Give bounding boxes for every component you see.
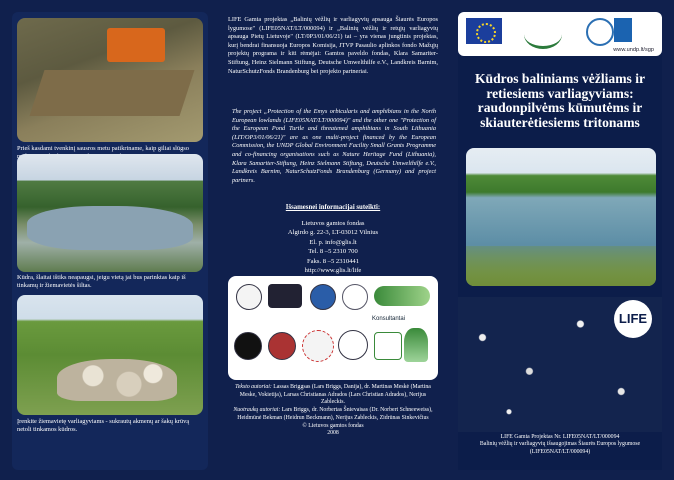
undp-logo-icon [614,18,632,42]
nature-fund-logo-icon [268,332,296,360]
contact-org: Lietuvos gamtos fondas [301,219,365,227]
eu-flag-icon [466,18,502,44]
info-column [228,12,438,470]
consultants-label: Konsultantai [372,316,406,322]
amphibian-logo-icon [374,332,402,360]
natura-2000-logo-icon [524,20,562,49]
excavator-shape [107,28,165,62]
stone-pile-shape [57,359,177,401]
caption-stone-pile: Įrenkite žiemavietę varliagyviams - sukrautų akmenų ar šakų krūvą netoli tinkamos kūdros. [17,418,190,433]
green-partner-logo-icon [374,286,430,306]
gef-logo-icon [586,18,614,46]
copyright: © Lietuvos gamtos fondas [302,422,364,429]
photo-authors: Lars Briggs, dr. Norbertas Šnievaisas (Dr. Norbert Schneeweiss), Heidmūnė Bekman (Heidrun Beckmann), Nerijus Zableckis, Zidrūnas Sinkevičius [237,407,433,421]
brochure-title: Kūdros baliniams vėžliams ir retiesiems varliagyviams: raudonpilvėms kūmutėms ir skiauterėtiesiems tritonams [474,71,646,130]
contact-tel: Tel. 8 –5 2310 700 [308,248,358,255]
text-authors-label: Teksto autoriai: [235,384,272,390]
turtle-society-logo-icon [234,332,262,360]
partner-logos [228,276,438,380]
grass-shape [466,246,656,286]
pond-water-shape [27,206,193,250]
cover-column [458,12,662,470]
intro-en: The project „Protection of the Emys orbicularis and amphibians in the North European lowlands (LIFE05NAT/LT/000094)" and the other one "Protection of the European Pond Turtle and threatened amphibians in South Lithuania (LIT/OP3/01/06/21)" are as one multi-project financed by the European Commission, the UNDP Global Environment Facility Small Grants Programme and co-financing organisations such as Nature Heritage Fund (Lithuania), Klara Samariter-Stiftung, Heinz Sielmann Stiftung, Deutsche Umwelthilfe e.V., Landkreis Barnim, NaturSchutzFonds Brandenburg (Germany) and project partners. [232,108,436,184]
contact-address: Algirdo g. 22-3, LT-03012 Vilnius [287,229,379,236]
contact-web[interactable]: http://www.glis.lt/life [304,267,362,274]
bird-logo-icon [338,330,368,360]
pond-photo [17,154,203,272]
amphi-consult-logo-icon [404,328,428,362]
text-authors: Lassas Briggsas (Lars Briggs, Danija), dr. Martinas Meskė (Martina Meske, Vokietija), Larsas Christianas Adrados (Lars Christian Adrados), Nerijus Zableckis. [239,384,431,406]
photo-authors-label: Nuotraukų autoriai: [233,407,281,414]
heron-logo-icon [342,284,368,310]
intro-lt: LIFE Gamta projektas „Balinių vėžlių ir varliagyvių apsauga Šiaurės Europos lygumose" (LIFE05NAT/LT/000094) ir „Balinių vėžlių ir retųjų varliagyvių apsauga Pietų Lietuvoje" (LT/0P3/01/06/21) tai – yra vienas jungtinis projektas, kurį bendrai finansuoja Europos Komisija, JTVP Pasaulio aplinkos fondo Mažųjų projektų programa ir kiti rėmėjai: Gamtos paveldo fondas, Klara Samariter-Stiftung, Heinz Sielmann Stiftung, Deutsche Umwelthilfe e.V., Landkreis Barnim, NaturSchutzFonds Brandenburg bei projekto partneriai. [228,16,438,75]
lithuania-crest-icon [236,284,262,310]
excavation-photo [17,18,203,142]
contact-fax: Faks. 8 –5 2310441 [306,257,360,265]
footer-project-title: Balinių vėžlių ir varliagyvių išsaugojimas Šiaurės Europos lygumose (LIFE05NAT/LT/000094) [479,441,641,455]
footer [458,434,662,456]
contact-block [228,203,438,276]
sgp-url[interactable]: www.undp.lt/sgp [613,47,654,53]
life-logo-icon: LIFE [614,300,652,338]
cover-pond-photo [466,148,656,286]
photo-column [12,12,208,470]
contact-email[interactable]: El. p. info@glis.lt [309,238,357,246]
year: 2008 [327,430,339,437]
dzukija-park-logo-icon [310,284,336,310]
sponsor-logos [458,12,662,56]
trench-shape [30,70,195,116]
contact-title: Išsamesnei informacijai suteikti: [285,204,381,211]
veisiejai-park-logo-icon [268,284,302,308]
stone-pile-photo [17,295,203,415]
caption-excavation: Prieš kasdami tvenkinį sausros metu patikriname, kaip giliai slūgso [17,145,189,152]
caption-pond: Kūdra, šlaitai ištiks neapaugsi, jeigu vietą jai bus parinktas kaip iš tinkamų ir žiemavietės šiltas. [17,274,186,289]
credits-block [228,384,438,438]
conservation-ring-logo-icon [302,330,334,362]
footer-project-number: LIFE Gamta Projektas Nr. LIFE05NAT/LT/000094 [500,434,620,440]
